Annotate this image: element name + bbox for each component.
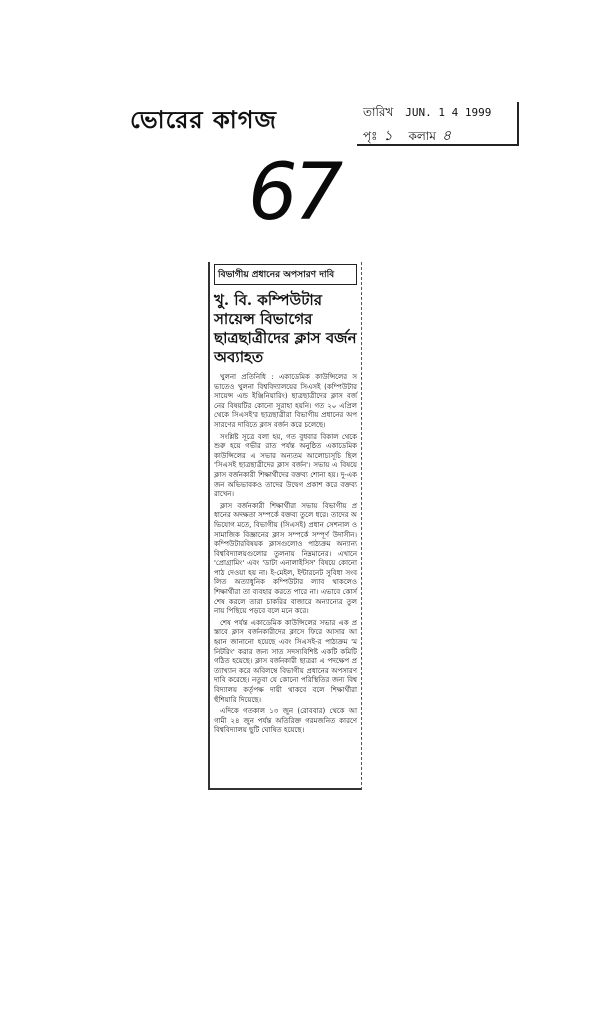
newspaper-clipping [208,262,362,790]
column-value: ৪ [441,128,452,144]
date-stamp-box [357,102,519,146]
article-paragraph: সংশ্লিষ্ট সূত্রে বলা হয়, গত বুধবার বিকাল থেকে শুরু হয়ে গভীর রাত পর্যন্ত অনুষ্ঠিত একাডেমিক কাউন্সিলের এ সভার অন্যতম আলোচ্যসূচি ছিল 'সিএসই ছাত্রছাত্রীদের ক্লাস বর্জন'। সভায় এ বিষয়ে ক্লাস বর্জনকারী শিক্ষার্থীদের বক্তব্য শোনা হয়। দু-একজন অভিভাবকও তাদের উদ্বেগ প্রকাশ করে বক্তব্য রাখেন। [214,432,357,499]
article-paragraph: খুলনা প্রতিনিধি : একাডেমিক কাউন্সিলের সভাতেও খুলনা বিশ্ববিদ্যালয়ের সিএসই (কম্পিউটার সায়েন্স এন্ড ইঞ্জিনিয়ারিং) ছাত্রছাত্রীদের ক্লাস বর্জনের বিষয়টির কোনো সুরাহা হয়নি। গত ২০ এপ্রিল থেকে সিএসই'র ছাত্রছাত্রীরা বিভাগীয় প্রধানের অপসারণের দাবিতে ক্লাস বর্জন করে চলেছে। [214,373,357,429]
article-paragraph: শেষ পর্যন্ত একাডেমিক কাউন্সিলের সভার এক প্রস্তাবে ক্লাস বর্জনকারীদের ক্লাসে ফিরে আসার আহ্বান জানানো হয়েছে এবং সিএসই-র পাঠ্যক্রম 'মনিটরিং' করার জন্য সাত সদস্যবিশিষ্ট একটি কমিটি গঠিত হয়েছে। ক্লাস বর্জনকারী ছাত্ররা এ পদক্ষেপ প্রত্যাখ্যান করে অবিলম্বে বিভাগীয় প্রধানের অপসারণ দাবি করেছে। নতুবা যে কোনো পরিস্থিতির জন্য বিশ্ববিদ্যালয় কর্তৃপক্ষ দায়ী থাকবে বলে শিক্ষার্থীরা হুঁশিয়ারি দিয়েছে। [214,618,357,704]
article-headline: খু. বি. কম্পিউটার সায়েন্স বিভাগের ছাত্রছাত্রীদের ক্লাস বর্জন অব্যাহত [214,291,357,366]
date-label: তারিখ [363,105,394,119]
article-kicker: বিভাগীয় প্রধানের অপসারণ দাবি [214,264,357,285]
date-stamp-page-row [363,124,463,148]
article-paragraph: ক্লাস বর্জনকারী শিক্ষার্থীরা সভায় বিভাগীয় প্রধানের অদক্ষতা সম্পর্কে বক্তব্য তুলে ধরে। তাদের অভিযোগ মতে, বিভাগীয় (সিএসই) প্রধান সেশনাল ও সামাজিক বিজ্ঞানের ক্লাস সম্পর্কে সম্পূর্ণ উদাসীন। কম্পিউটারবিষয়ক ক্লাসগুলোও পাঠ্যক্রম অন্যান্য বিশ্ববিদ্যালয়গুলোর তুলনায় নিম্নমানের। এখানে 'প্রোগ্রামিং' এবং 'ডাটা এনালাইসিস' বিষয়ে কোনো পাঠ দেওয়া হয় না। ই-মেইল, ইন্টারনেট সুবিধা সংবলিত অত্যাধুনিক কম্পিউটার ল্যাব থাকলেও শিক্ষার্থীরা তা ব্যবহার করতে পারে না। এভাবে কোর্স শেষ করলে তারা চাকরির বাজারে অন্যান্যের তুলনায় পিছিয়ে পড়বে বলে মনে করে। [214,501,357,616]
date-value: JUN. 1 4 1999 [405,106,492,119]
date-stamp-date-row [363,104,491,124]
page-label: পৃঃ [363,129,378,143]
newspaper-masthead: ভোরের কাগজ [130,105,277,134]
page-value: ১ [383,128,393,144]
article-paragraph: এদিকে গতকাল ১৩ জুন (রোববার) থেকে আগামী ২৪ জুন পর্যন্ত অতিরিক্ত গরমজনিত কারণে বিশ্ববিদ্যালয় ছুটি ঘোষিত হয়েছে। [214,707,357,735]
article-body [214,373,357,736]
handwritten-file-number: 67 [248,148,340,238]
column-label: কলাম [408,129,436,143]
